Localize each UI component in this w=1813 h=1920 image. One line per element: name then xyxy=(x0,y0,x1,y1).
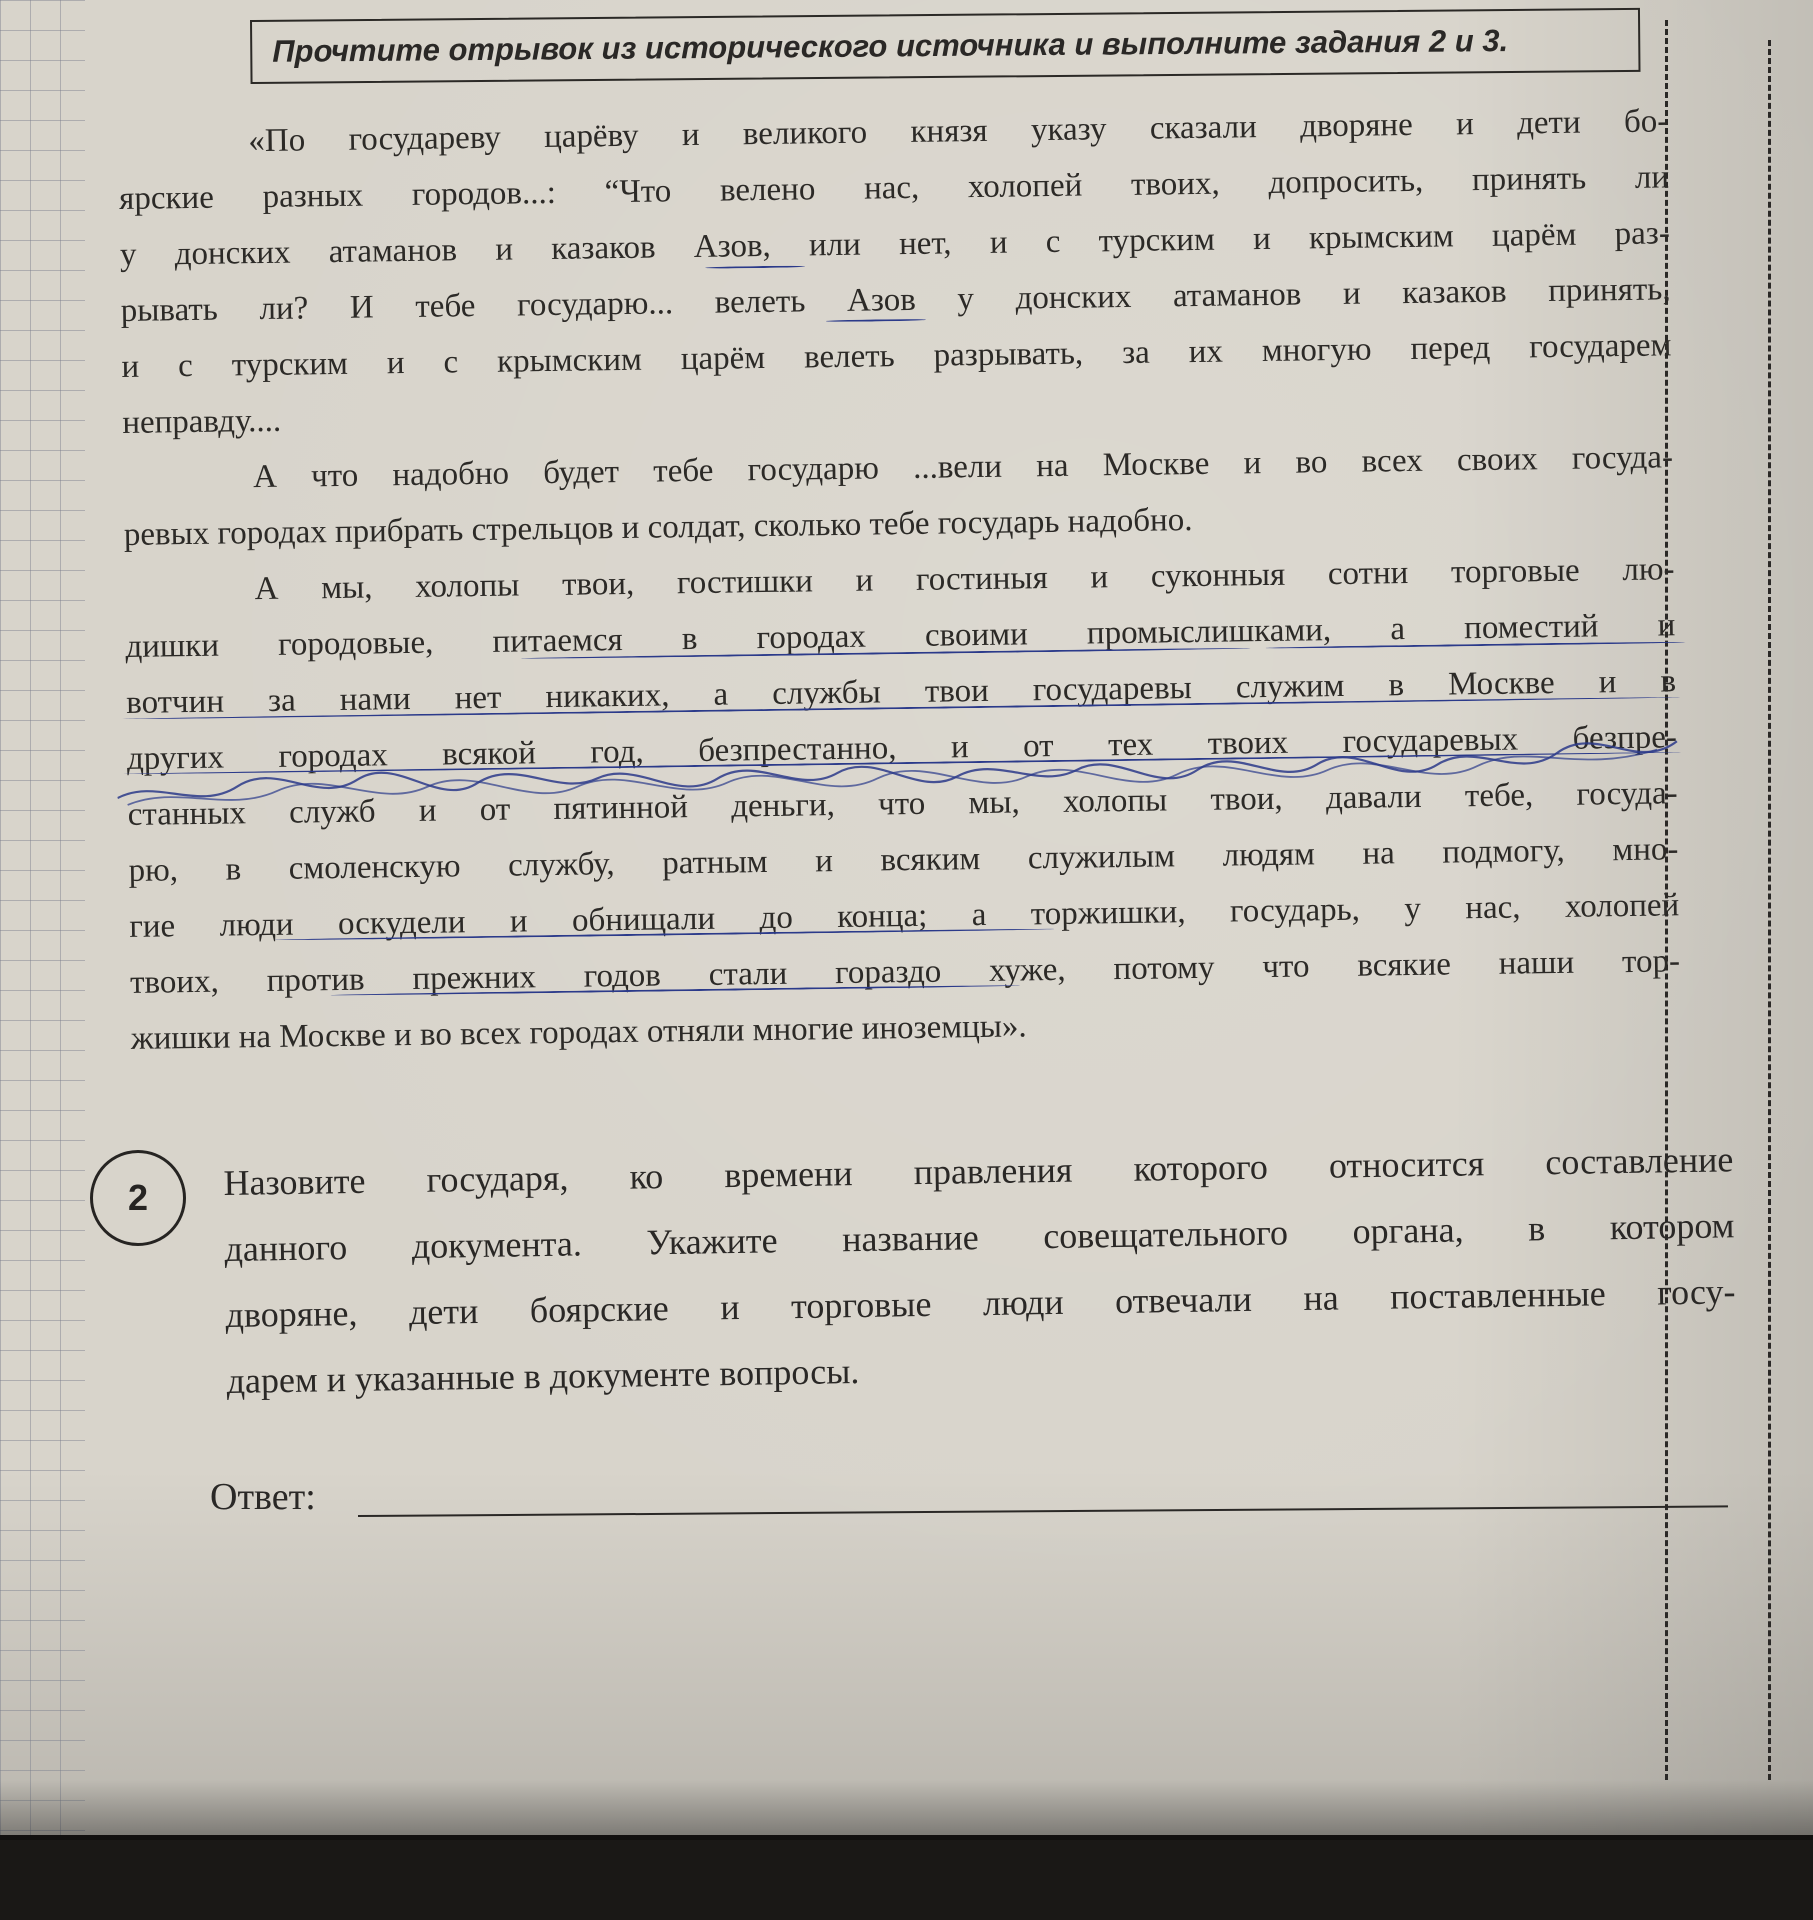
text-line: жишки на Москве и во всех городах отняли многие иноземцы». xyxy=(130,1008,1027,1057)
answer-row xyxy=(210,1475,1730,1535)
instruction-title: Прочтите отрывок из исторического источника и выполните задания 2 и 3. xyxy=(272,23,1509,69)
answer-label: Ответ: xyxy=(210,1476,316,1518)
text-line: гие люди оскудели и обнищали до конца; а торжишки, государь, у нас, холопей xyxy=(129,887,1680,945)
grid-margin xyxy=(0,0,85,1835)
question-line: дарем и указанные в документе вопросы. xyxy=(226,1351,860,1401)
text-line: неправду.... xyxy=(122,402,282,441)
text-line: у донских атаманов и казаков Азов, или нет, и с турским и крымским царём раз- xyxy=(119,215,1671,273)
text-line: ревых городах прибрать стрельцов и солдат, сколько тебе государь надобно. xyxy=(123,502,1193,553)
text-line: твоих, против прежних годов стали гораздо хуже, потому что всякие наши тор- xyxy=(129,943,1681,1001)
text-line: А что надобно будет тебе государю ...вели на Москве и во всех своих госуда- xyxy=(252,439,1674,496)
text-line: А мы, холопы твои, гостишки и гостиныя и суконныя сотни торговые лю- xyxy=(254,551,1675,608)
text-line: станных служб и от пятинной деньги, что мы, холопы твои, давали тебе, госуда- xyxy=(127,775,1678,833)
text-line: дишки городовые, питаемся в городах своими промыслишками, а поместий и xyxy=(125,607,1676,665)
text-line: рю, в смоленскую службу, ратным и всяким служилым людям на подмогу, мно- xyxy=(128,831,1679,889)
answer-field[interactable] xyxy=(358,1505,1728,1517)
question-text xyxy=(223,1126,1737,1414)
question-number: 2 xyxy=(90,1150,186,1246)
text-line: других городах всякой год, безпрестанно, и от тех твоих государевых безпре- xyxy=(126,719,1678,777)
text-line: рывать ли? И тебе государю... велеть Азов у донских атаманов и казаков принять, xyxy=(120,271,1671,329)
source-excerpt xyxy=(118,93,1681,1067)
text-line: вотчин за нами нет никаких, а службы твои государевы служим в Москве и в xyxy=(125,663,1677,721)
question-line: Назовите государя, ко времени правления которого относится составление xyxy=(223,1139,1734,1203)
cut-line-dashed-outer xyxy=(1768,40,1771,1780)
text-line: ярские разных городов...: “Что велено нас, холопей твоих, допросить, принять ли xyxy=(118,159,1670,217)
question-line: данного документа. Укажите название совещательного органа, в котором xyxy=(224,1205,1735,1269)
question-line: дворяне, дети боярские и торговые люди отвечали на поставленные госу- xyxy=(225,1271,1736,1335)
text-line: и с турским и с крымским царём велеть разрывать, за их многую перед государем xyxy=(121,327,1672,385)
page-edge-shadow xyxy=(0,1780,1813,1840)
text-line: «По государеву царёву и великого князя указу сказали дворяне и дети бо- xyxy=(248,103,1669,160)
instruction-box xyxy=(250,8,1641,84)
